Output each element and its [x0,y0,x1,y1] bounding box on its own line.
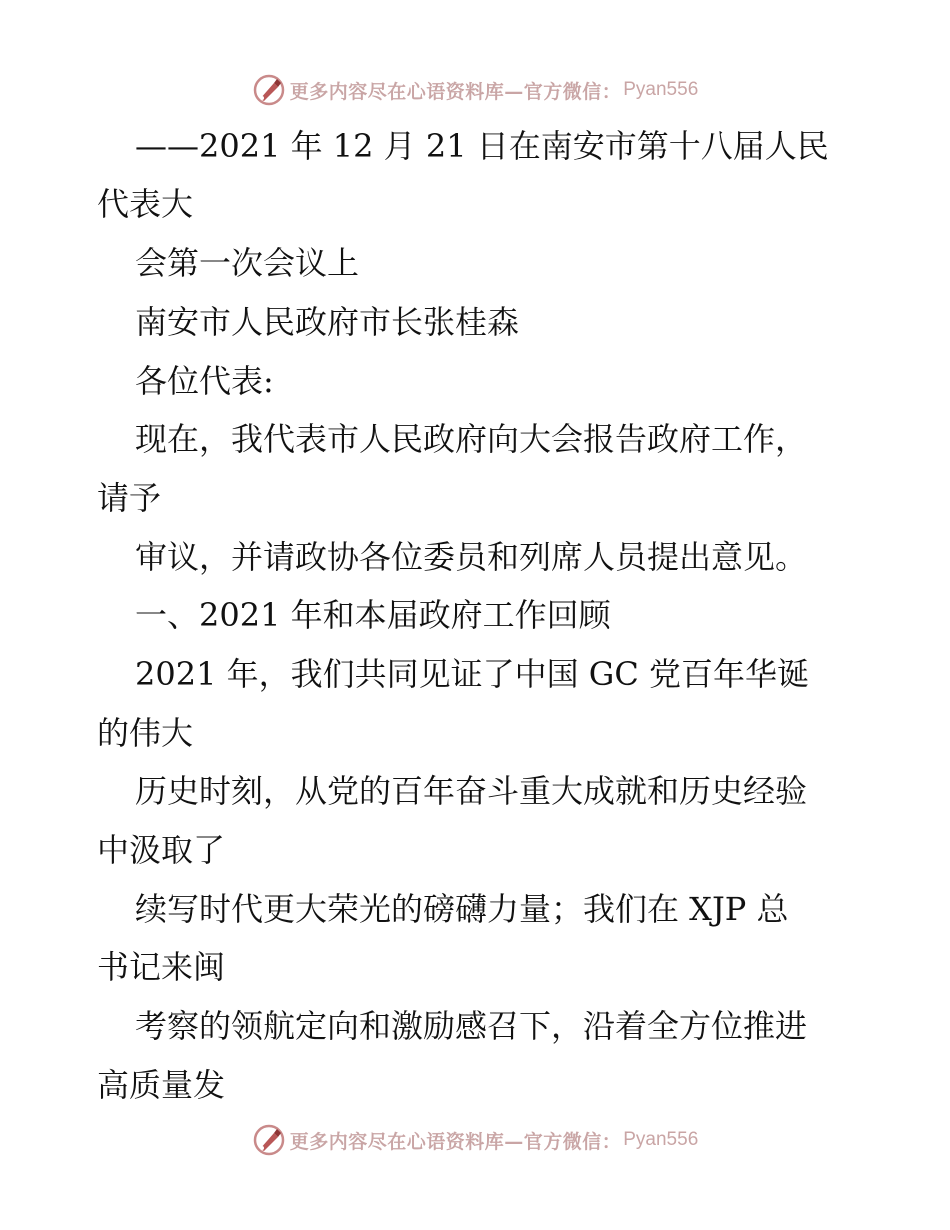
watermark-handle: Pyan556 [623,79,699,100]
text-line: ——2021 年 12 月 21 日在南安市第十八届人民 [135,127,829,165]
pen-logo-icon [252,1123,286,1157]
text-line: 的伟大 [97,714,194,752]
text-line: 南安市人民政府市长张桂森 [135,303,520,341]
watermark-banner-bottom [0,1120,950,1160]
pen-logo-icon [252,73,286,107]
text-line: 中汲取了 [97,831,226,869]
watermark-handle: Pyan556 [623,1129,699,1150]
text-line: 续写时代更大荣光的磅礴力量；我们在 XJP 总 [135,890,789,928]
text-line: 书记来闽 [97,948,226,986]
watermark-text: 更多内容尽在心语资料库—官方微信： [289,1130,622,1153]
text-line: 一、2021 年和本届政府工作回顾 [135,596,611,634]
text-line: 代表大 [97,185,194,223]
text-line: 各位代表: [135,362,274,400]
text-line: 请予 [97,479,162,517]
text-line: 考察的领航定向和激励感召下，沿着全方位推进 [135,1007,808,1045]
watermark-text: 更多内容尽在心语资料库—官方微信： [289,80,622,103]
watermark-banner-top [0,70,950,110]
text-line: 审议，并请政协各位委员和列席人员提出意见。 [135,538,808,576]
text-line: 历史时刻，从党的百年奋斗重大成就和历史经验 [135,772,808,810]
text-line: 会第一次会议上 [135,244,360,282]
text-line: 2021 年，我们共同见证了中国 GC 党百年华诞 [135,655,810,693]
text-line: 现在，我代表市人民政府向大会报告政府工作， [135,420,808,458]
text-line: 高质量发 [97,1066,226,1104]
